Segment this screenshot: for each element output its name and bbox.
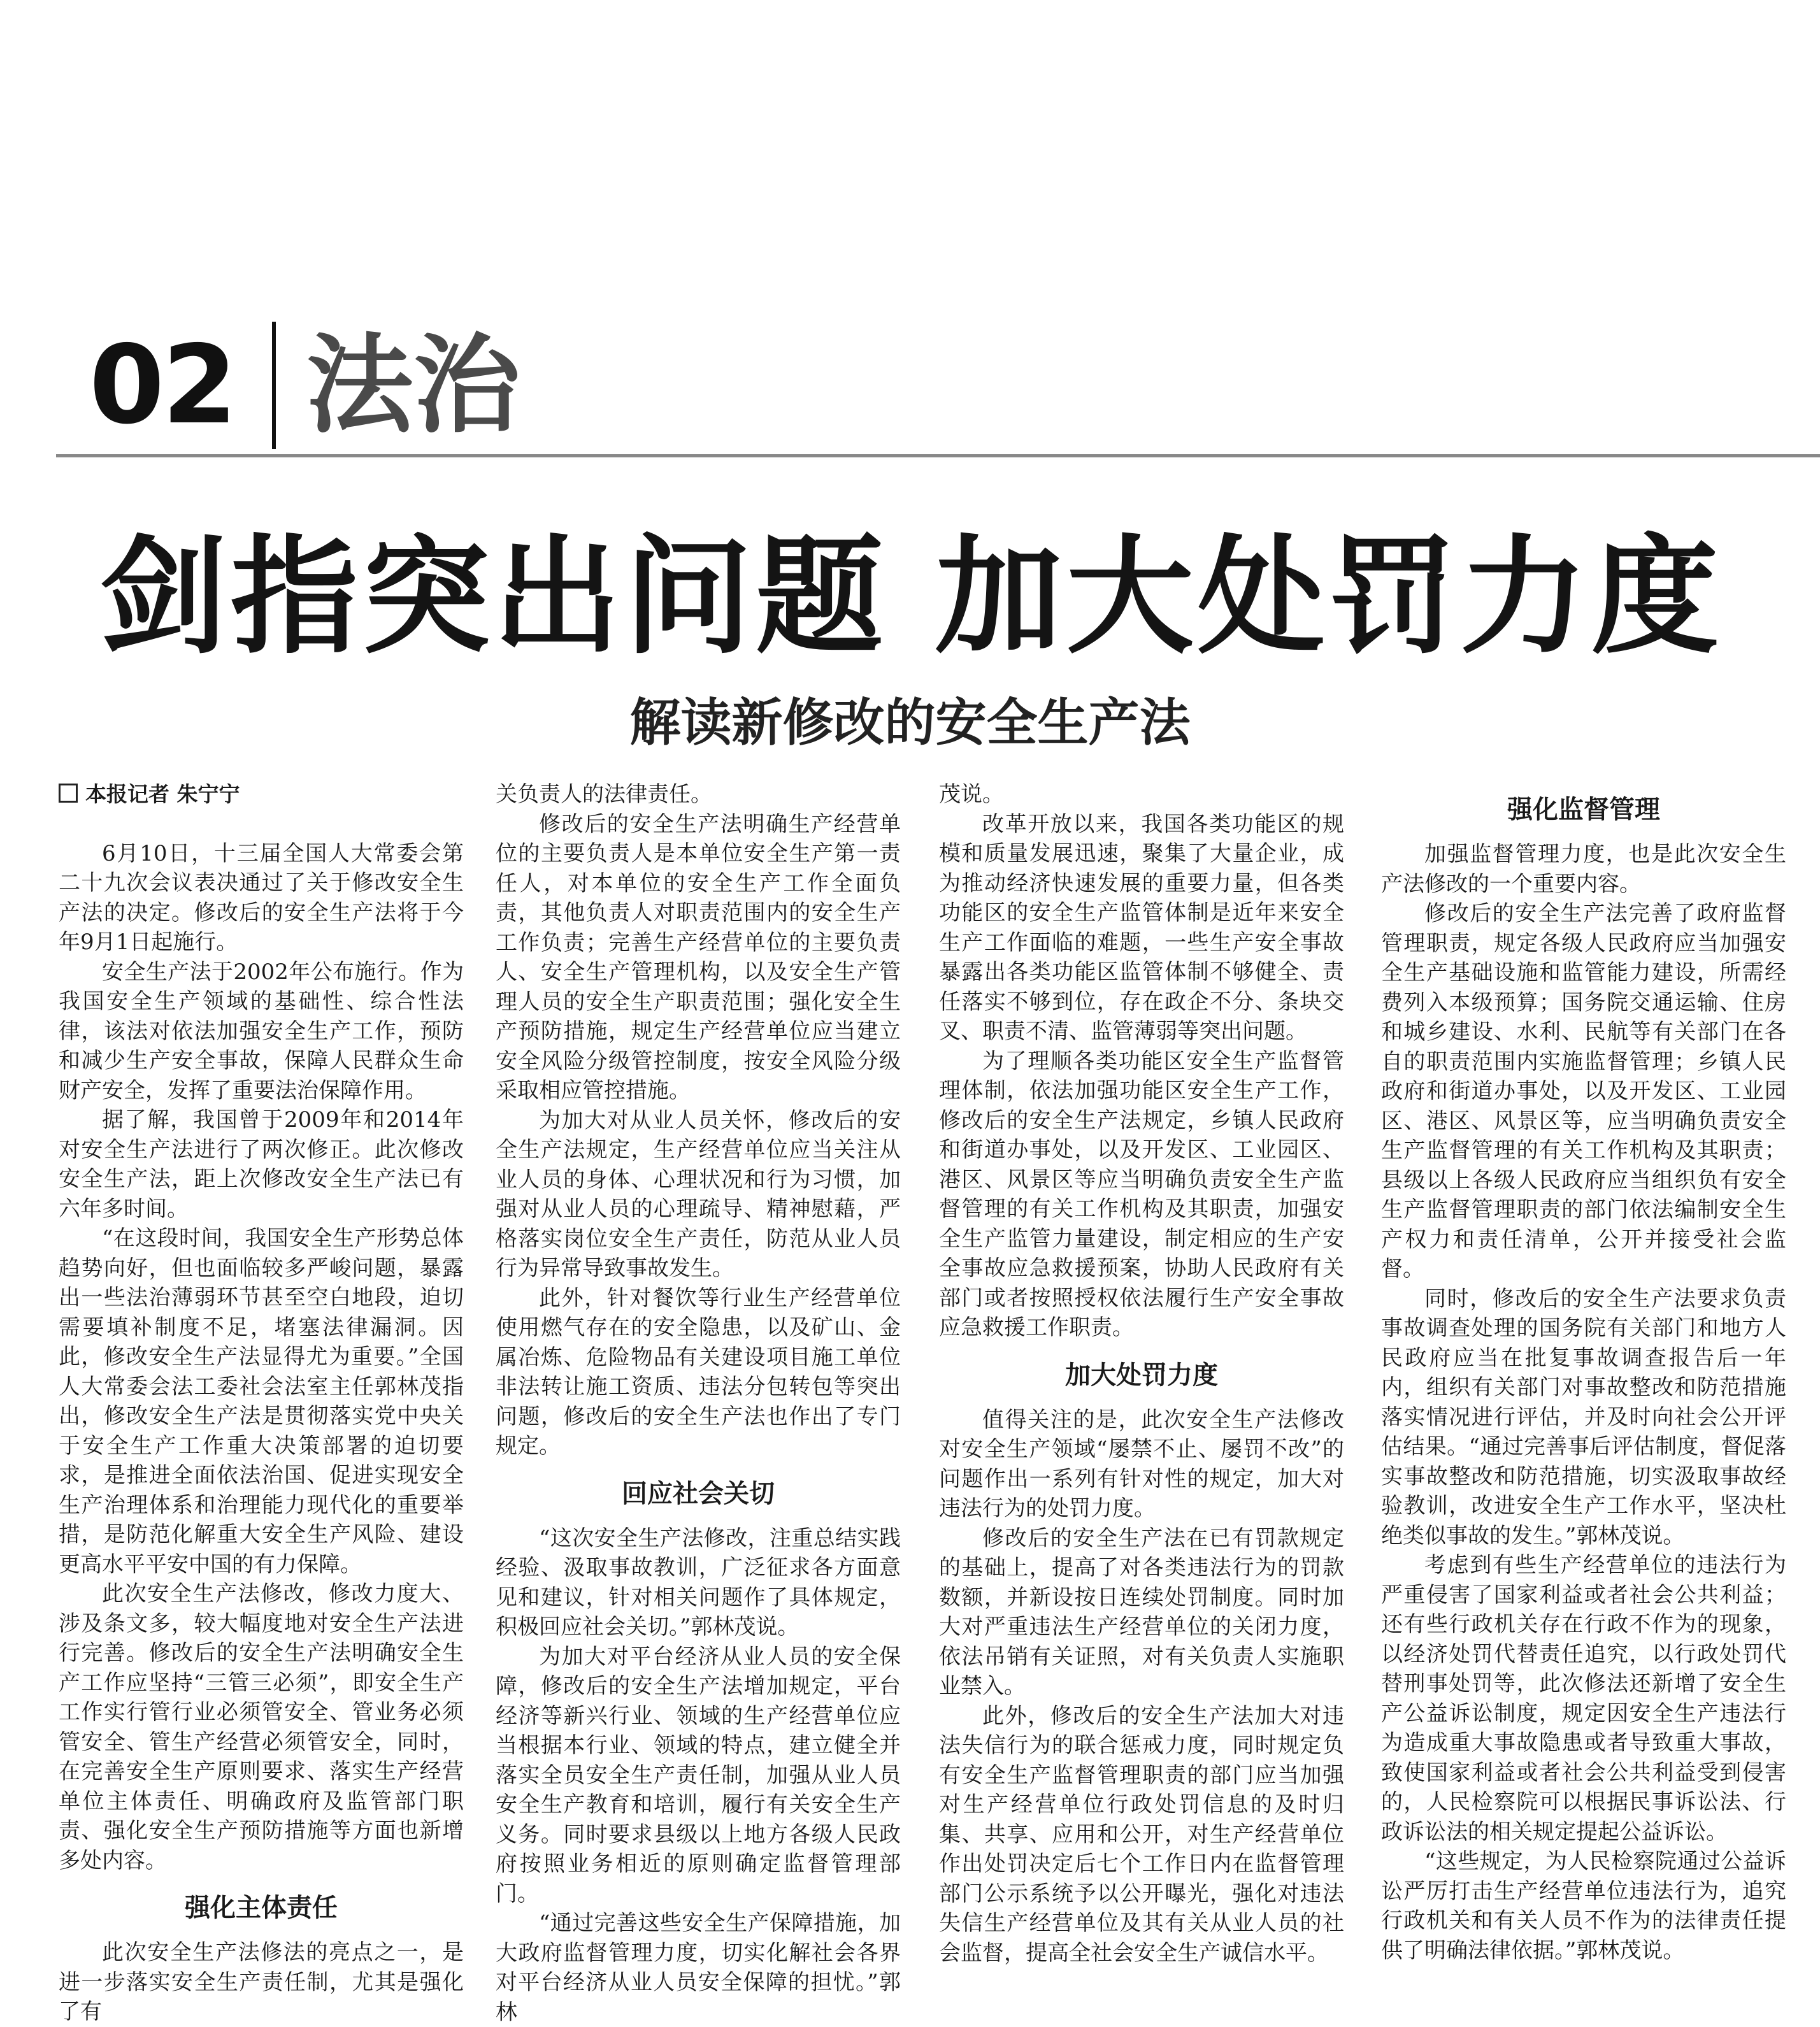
section-name: 法治 [306,323,520,448]
header-rule [56,454,1820,457]
paragraph: 改革开放以来，我国各类功能区的规模和质量发展迅速，聚集了大量企业，成为推动经济快速发展的重要力量，但各类功能区的安全生产监管体制是近年来安全生产工作面临的难题，一些生产安全事故暴露出各类功能区监管体制不够健全、责任落实不够到位，存在政企不分、条块交叉、职责不清、监管薄弱等突出问题。 [939,811,1344,1044]
paragraph: 此次安全生产法修改，修改力度大、涉及条文多，较大幅度地对安全生产法进行完善。修改后的安全生产法明确安全生产工作应坚持“三管三必须”，即安全生产工作实行管行业必须管安全、管业务必须管安全、管生产经营必须管安全，同时，在完善安全生产原则要求、落实生产经营单位主体责任、明确政府及监管部门职责、强化安全生产预防措施等方面也新增多处内容。 [59,1581,464,1873]
paragraph: 为了理顺各类功能区安全生产监督管理体制，依法加强功能区安全生产工作，修改后的安全生产法规定，乡镇人民政府和街道办事处，以及开发区、工业园区、港区、风景区等应当明确负责安全生产监督管理的有关工作机构及其职责，加强安全生产监管力量建设，制定相应的生产安全事故应急救援预案，协助人民政府有关部门或者按照授权依法履行生产安全事故应急救援工作职责。 [939,1048,1344,1340]
subheading-main-responsibility: 强化主体责任 [185,1893,338,1923]
article-column-1 [59,780,464,2024]
paragraph: “这些规定，为人民检察院通过公益诉讼严厉打击生产经营单位违法行为，追究行政机关和有关人员不作为的法律责任提供了明确法律依据。”郭林茂说。 [1381,1849,1786,1963]
headline: 剑指突出问题 加大处罚力度 [99,523,1723,671]
paragraph: 值得关注的是，此次安全生产法修改对安全生产领域“屡禁不止、屡罚不改”的问题作出一系列有针对性的规定，加大对违法行为的处罚力度。 [939,1407,1344,1521]
paragraph: 修改后的安全生产法明确生产经营单位的主要负责人是本单位安全生产第一责任人，对本单位的安全生产工作全面负责，其他负责人对职责范围内的安全生产工作负责；完善生产经营单位的主要负责人、安全生产管理机构，以及安全生产管理人员的安全生产职责范围；强化安全生产预防措施，规定生产经营单位应当建立安全风险分级管控制度，按安全风险分级采取相应管控措施。 [496,811,901,1103]
article-column-2 [496,780,901,2025]
paragraph: “这次安全生产法修改，注重总结实践经验、汲取事故教训，广泛征求各方面意见和建议，针对相关问题作了具体规定，积极回应社会关切。”郭林茂说。 [496,1525,901,1640]
paragraph: 加强监督管理力度，也是此次安全生产法修改的一个重要内容。 [1381,842,1786,897]
paragraph: 6月10日，十三届全国人大常委会第二十九次会议表决通过了关于修改安全生产法的决定。修改后的安全生产法将于今年9月1日起施行。 [59,840,464,955]
paragraph: 此外，针对餐饮等行业生产经营单位使用燃气存在的安全隐患，以及矿山、金属冶炼、危险物品有关建设项目施工单位非法转让施工资质、违法分包转包等突出问题，修改后的安全生产法也作出了专门规定。 [496,1285,901,1459]
section-number: 02 [89,322,235,448]
paragraph: 考虑到有些生产经营单位的违法行为严重侵害了国家利益或者社会公共利益；还有些行政机关存在行政不作为的现象，以经济处罚代替责任追究，以行政处罚代替刑事处罚等，此次修法还新增了安全生产公益诉讼制度，规定因安全生产违法行为造成重大事故隐患或者导致重大事故，致使国家利益或者社会公共利益受到侵害的，人民检察院可以根据民事诉讼法、行政诉讼法的相关规定提起公益诉讼。 [1381,1552,1786,1845]
section-header [89,322,520,449]
byline-box-icon [59,784,78,803]
paragraph: “在这段时间，我国安全生产形势总体趋势向好，但也面临较多严峻问题，暴露出一些法治薄弱环节甚至空白地段，迫切需要填补制度不足，堵塞法律漏洞。因此，修改安全生产法显得尤为重要。”全国人大常委会法工委社会法室主任郭林茂指出，修改安全生产法是贯彻落实党中央关于安全生产工作重大决策部署的迫切要求，是推进全面依法治国、促进实现安全生产治理体系和治理能力现代化的重要举措，是防范化解重大安全生产风险、建设更高水平平安中国的有力保障。 [59,1226,464,1577]
paragraph: “通过完善这些安全生产保障措施，加大政府监督管理力度，切实化解社会各界对平台经济从业人员安全保障的担忧。”郭林 [496,1910,901,2025]
paragraph: 修改后的安全生产法完善了政府监督管理职责，规定各级人民政府应当加强安全生产基础设施和监管能力建设，所需经费列入本级预算；国务院交通运输、住房和城乡建设、水利、民航等有关部门在各自的职责范围内实施监督管理；乡镇人民政府和街道办事处，以及开发区、工业园区、港区、风景区等，应当明确负责安全生产监督管理的有关工作机构及其职责；县级以上各级人民政府应当组织负有安全生产监督管理职责的部门依法编制安全生产权力和责任清单，公开并接受社会监督。 [1381,901,1786,1282]
subheading-social-concern: 回应社会关切 [622,1479,775,1508]
article-column-3 [939,780,1344,1990]
paragraph: 据了解，我国曾于2009年和2014年对安全生产法进行了两次修正。此次修改安全生产法，距上次修改安全生产法已有六年多时间。 [59,1107,464,1222]
paragraph: 同时，修改后的安全生产法要求负责事故调查处理的国务院有关部门和地方人民政府应当在批复事故调查报告后一年内，组织有关部门对事故整改和防范措施落实情况进行评估，并及时向社会公开评估结果。“通过完善事后评估制度，督促落实事故整改和防范措施，切实汲取事故经验教训，改进安全生产工作水平，坚决杜绝类似事故的发生。”郭林茂说。 [1381,1286,1786,1549]
byline [59,780,464,810]
subheading-supervision: 强化监督管理 [1507,795,1660,824]
paragraph-continued: 关负责人的法律责任。 [496,782,712,807]
paragraph: 安全生产法于2002年公布施行。作为我国安全生产领域的基础性、综合性法律，该法对依法加强安全生产工作，预防和减少生产安全事故，保障人民群众生命财产安全，发挥了重要法治保障作用。 [59,959,464,1103]
section-divider [272,322,276,449]
subtitle: 解读新修改的安全生产法 [629,693,1191,752]
paragraph: 此外，修改后的安全生产法加大对违法失信行为的联合惩戒力度，同时规定负有安全生产监督管理职责的部门应当加强对生产经营单位行政处罚信息的及时归集、共享、应用和公开，对生产经营单位作出处罚决定后七个工作日内在监督管理部门公示系统予以公开曝光，强化对违法失信生产经营单位及其有关从业人员的社会监督，提高全社会安全生产诚信水平。 [939,1703,1344,1966]
paragraph: 为加大对从业人员关怀，修改后的安全生产法规定，生产经营单位应当关注从业人员的身体、心理状况和行为习惯，加强对从业人员的心理疏导、精神慰藉，严格落实岗位安全生产责任，防范从业人员行为异常导致事故发生。 [496,1107,901,1281]
paragraph: 为加大对平台经济从业人员的安全保障，修改后的安全生产法增加规定，平台经济等新兴行业、领域的生产经营单位应当根据本行业、领域的特点，建立健全并落实全员安全生产责任制，加强从业人员安全生产教育和培训，履行有关安全生产义务。同时要求县级以上地方各级人民政府按照业务相近的原则确定监督管理部门。 [496,1644,901,1907]
article-column-4 [1381,780,1786,1990]
paragraph-continued: 茂说。 [939,782,1004,807]
paragraph: 此次安全生产法修法的亮点之一，是进一步落实安全生产责任制，尤其是强化了有 [59,1940,464,2024]
subheading-penalties: 加大处罚力度 [1065,1360,1218,1390]
byline-text: 本报记者 朱宁宁 [85,782,240,806]
paragraph: 修改后的安全生产法在已有罚款规定的基础上，提高了对各类违法行为的罚款数额，并新设按日连续处罚制度。同时加大对严重违法生产经营单位的关闭力度，依法吊销有关证照，对有关负责人实施职业禁入。 [939,1525,1344,1699]
